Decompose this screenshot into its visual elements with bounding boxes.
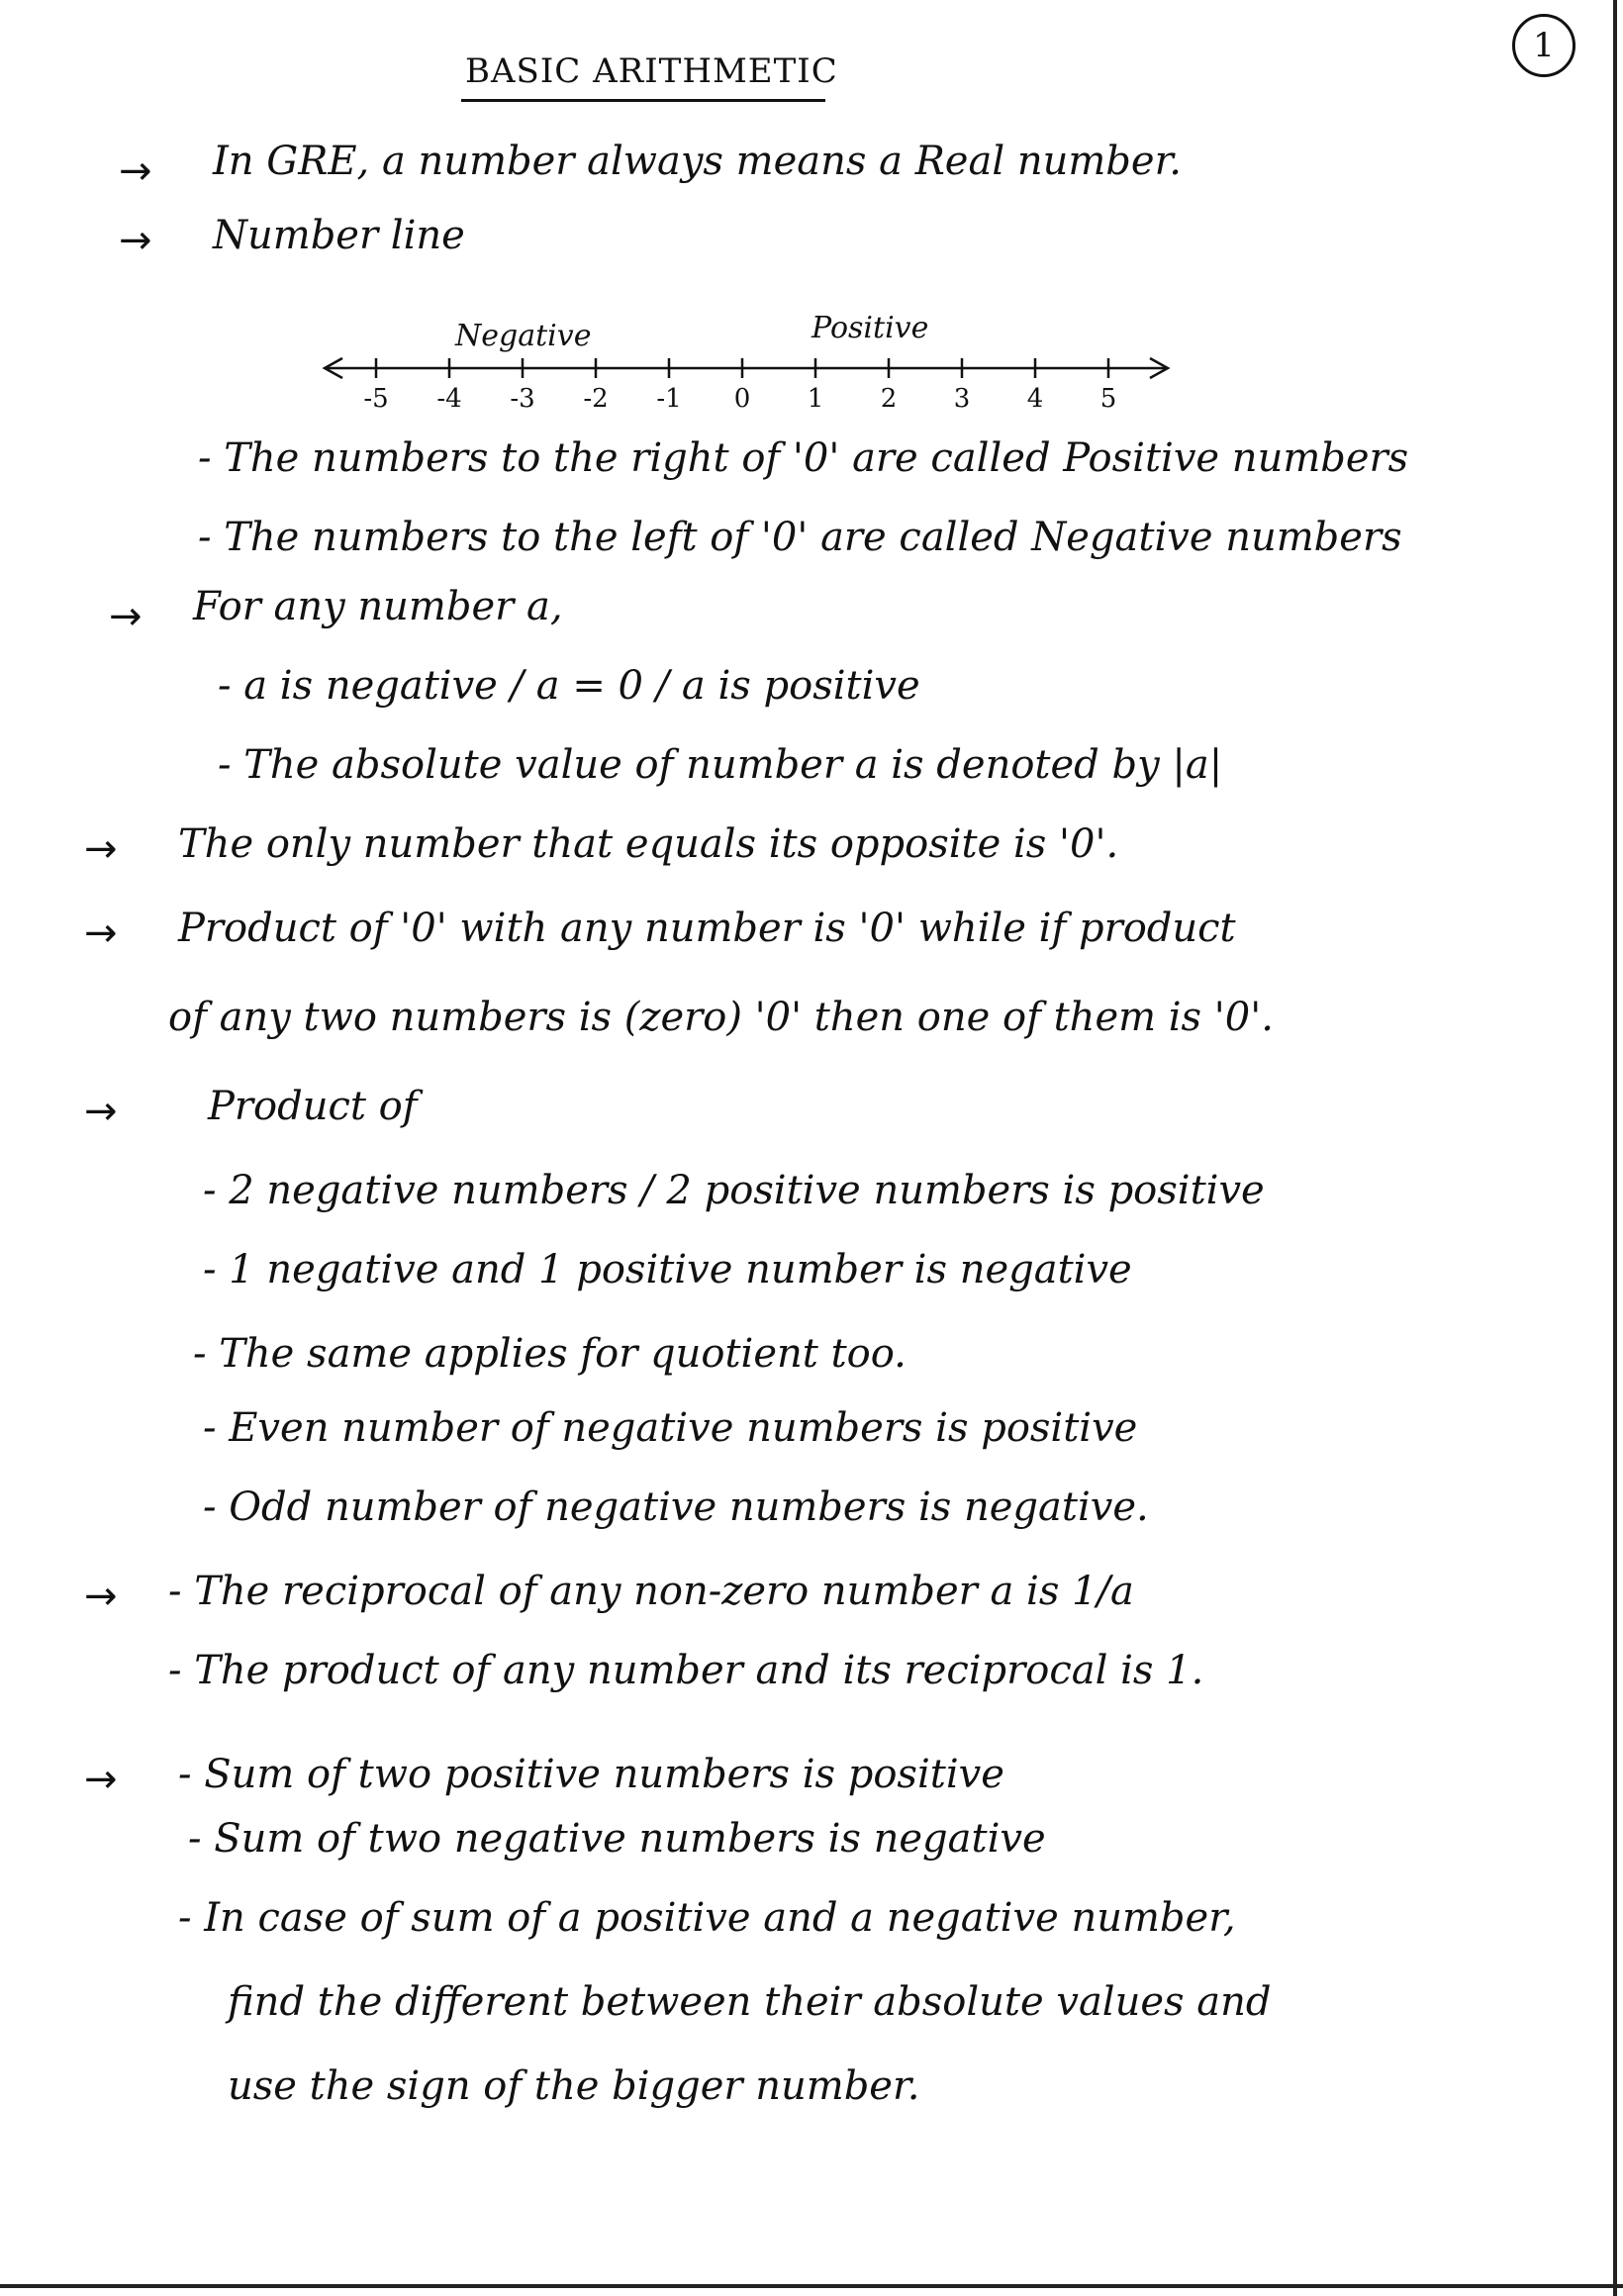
number-line-tick-label: -4 <box>436 384 462 414</box>
arrow-bullet-2: → <box>119 218 152 263</box>
page-number: 1 <box>1512 14 1575 77</box>
note-line-for-any-number: For any number a, <box>193 584 563 629</box>
arrow-bullet-6: → <box>84 1089 118 1134</box>
number-line-tick-label: -5 <box>363 384 389 414</box>
number-line-tick-label: 4 <box>1026 384 1044 414</box>
number-line-tick-label: -2 <box>583 384 609 414</box>
note-line-sum-negatives: - Sum of two negative numbers is negative <box>188 1816 1046 1862</box>
note-line-opposite-zero: The only number that equals its opposite is '0'. <box>178 821 1119 867</box>
note-line-odd-negatives: - Odd number of negative numbers is negative. <box>203 1484 1149 1530</box>
note-line-mixed-sum-3: use the sign of the bigger number. <box>228 2063 920 2109</box>
number-line-tick-label: 3 <box>953 384 971 414</box>
note-line-gre-real-number: In GRE, a number always means a Real number. <box>213 139 1183 184</box>
note-line-product-zero-2: of any two numbers is (zero) '0' then one of them is '0'. <box>168 995 1274 1040</box>
number-line-tick-label: 1 <box>807 384 824 414</box>
arrow-bullet-4: → <box>84 826 118 872</box>
number-line-diagram <box>317 307 1188 426</box>
negative-label: Negative <box>455 319 592 353</box>
note-line-reciprocal: - The reciprocal of any non-zero number a is 1/a <box>168 1569 1134 1614</box>
note-line-sign-cases: - a is negative / a = 0 / a is positive <box>218 663 920 709</box>
note-line-reciprocal-product: - The product of any number and its reciprocal is 1. <box>168 1648 1204 1693</box>
note-line-mixed-signs: - 1 negative and 1 positive number is negative <box>203 1247 1132 1292</box>
positive-label: Positive <box>812 311 929 345</box>
note-line-positive-numbers: - The numbers to the right of '0' are called Positive numbers <box>198 435 1409 481</box>
page-edge-right <box>1613 0 1617 2296</box>
arrow-bullet-1: → <box>119 148 152 194</box>
note-line-number-line: Number line <box>213 213 465 258</box>
note-line-even-negatives: - Even number of negative numbers is positive <box>203 1405 1138 1451</box>
page-edge-bottom <box>0 2284 1623 2288</box>
title-underline <box>461 99 825 102</box>
note-line-negative-numbers: - The numbers to the left of '0' are called Negative numbers <box>198 515 1402 560</box>
number-line-tick-label: -1 <box>656 384 682 414</box>
number-line-tick-label: 0 <box>733 384 751 414</box>
note-line-two-negatives: - 2 negative numbers / 2 positive numbers is positive <box>203 1168 1265 1213</box>
number-line-tick-label: 5 <box>1099 384 1117 414</box>
arrow-bullet-8: → <box>84 1757 118 1802</box>
number-line-tick-label: 2 <box>880 384 898 414</box>
note-line-sum-positives: - Sum of two positive numbers is positive <box>178 1752 1004 1797</box>
note-line-quotient: - The same applies for quotient too. <box>193 1331 907 1377</box>
note-line-mixed-sum-1: - In case of sum of a positive and a negative number, <box>178 1895 1236 1941</box>
note-line-product-of: Product of <box>208 1084 418 1129</box>
arrow-bullet-7: → <box>84 1574 118 1619</box>
note-line-mixed-sum-2: find the different between their absolute values and <box>228 1979 1272 2025</box>
note-line-product-zero-1: Product of '0' with any number is '0' while if product <box>178 906 1236 951</box>
arrow-bullet-5: → <box>84 910 118 956</box>
number-line-tick-label: -3 <box>510 384 535 414</box>
page-title: BASIC ARITHMETIC <box>465 51 838 91</box>
note-line-absolute-value: - The absolute value of number a is denoted by |a| <box>218 742 1223 788</box>
arrow-bullet-3: → <box>109 594 143 639</box>
